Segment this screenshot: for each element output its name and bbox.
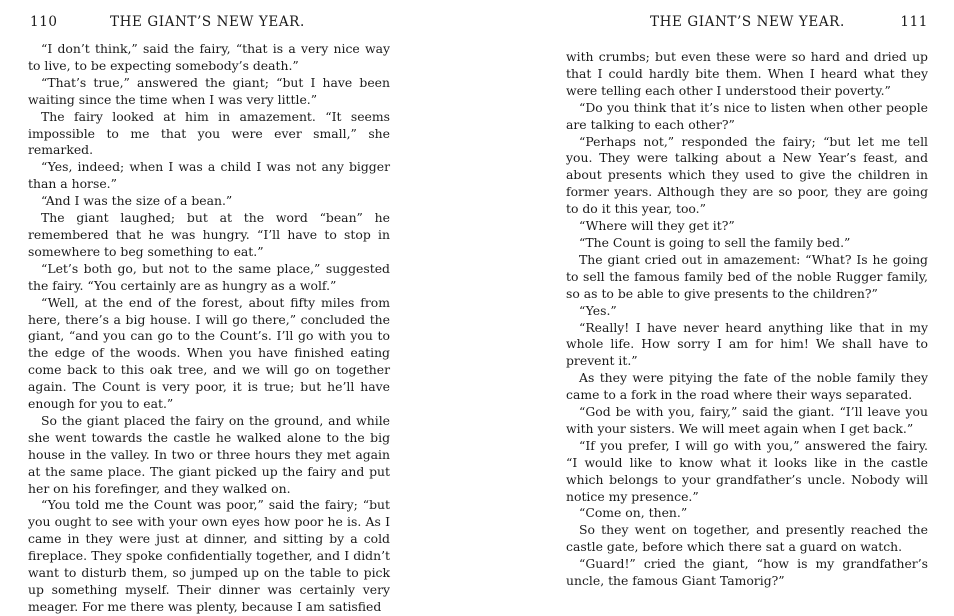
paragraph: “Yes, indeed; when I was a child I was not any bigger than a horse.” — [28, 159, 390, 192]
paragraph: “God be with you, fairy,” said the giant. “I’ll leave you with your sisters. We will meet again when I get back.” — [566, 404, 928, 436]
paragraph: “Let’s both go, but not to the same place,” suggested the fairy. “You certainly are as hungry as a wolf.” — [28, 260, 390, 293]
paragraph: As they were pitying the fate of the noble family they came to a fork in the road where their ways separated. — [566, 370, 928, 403]
paragraph: So they went on together, and presently reached the castle gate, before which there sat a guard on watch. — [566, 522, 928, 555]
paragraph: “Where will they get it?” — [579, 218, 735, 234]
left-running-title: THE GIANT’S NEW YEAR. — [110, 14, 305, 30]
paragraph: “Well, at the end of the forest, about fifty miles from here, there’s a big house. I will go there,” concluded the giant, “and you can go to the Count’s. I’ll go with you to the edge of the woods. When you have finished eating come back to this oak tree, and we will go on together again. The Count is very poor, it is true; but he’ll have enough for you to eat.” — [28, 294, 390, 412]
paragraph: “If you prefer, I will go with you,” answered the fairy. “I would like to know what it looks like in the castle which belongs to your grandfather’s uncle. Nobody will notice my presence.” — [566, 437, 928, 504]
right-running-head — [566, 14, 928, 32]
paragraph: “Come on, then.” — [579, 505, 688, 521]
left-page-number: 110 — [30, 14, 58, 30]
paragraph: “The Count is going to sell the family bed.” — [579, 234, 851, 250]
paragraph: “Guard!” cried the giant, “how is my grandfather’s uncle, the famous Giant Tamorig?” — [566, 556, 928, 589]
paragraph: “You told me the Count was poor,” said the fairy; “but you ought to see with your own eyes how poor he is. As I came in they were just at dinner, and sitting by a cold fireplace. They spoke confidentially together, and I didn’t want to disturb them, so jumped up on the table to pick up something myself. Their dinner was certainly very meager. For me there was plenty, because I am satisfied — [28, 497, 390, 614]
paragraph: “Perhaps not,” responded the fairy; “but let me tell you. They were talking about a New Year’s feast, and about presents which they used to give the children in former years. Although they are so poor, they are going to do it this year, too.” — [566, 133, 928, 217]
paragraph: The giant laughed; but at the word “bean” he remembered that he was hungry. “I’ll have to stop in somewhere to beg something to eat.” — [28, 210, 390, 259]
paragraph: The fairy looked at him in amazement. “It seems impossible to me that you were ever small,” she remarked. — [28, 108, 390, 158]
paragraph: “Really! I have never heard anything like that in my whole life. How sorry I am for him! We shall have to prevent it.” — [566, 319, 928, 369]
paragraph: “That’s true,” answered the giant; “but I have been waiting since the time when I was very little.” — [28, 74, 390, 107]
right-running-title: THE GIANT’S NEW YEAR. — [650, 14, 845, 30]
right-page-number: 111 — [900, 14, 928, 30]
paragraph: So the giant placed the fairy on the ground, and while she went towards the castle he walked alone to the big house in the valley. In two or three hours they met again at the same place. The giant picked up the fairy and put her on his forefinger, and they walked on. — [28, 412, 390, 496]
paragraph: The giant cried out in amazement: “What? Is he going to sell the famous family bed of the noble Rugger family, so as to be able to give presents to the children?” — [566, 251, 928, 301]
paragraph: “Do you think that it’s nice to listen when other people are talking to each other?” — [566, 99, 928, 132]
left-running-head — [28, 14, 390, 32]
paragraph: “And I was the size of a bean.” — [41, 193, 233, 209]
right-page-text — [566, 49, 928, 590]
left-page-text — [28, 41, 390, 616]
paragraph: “I don’t think,” said the fairy, “that is a very nice way to live, to be expecting somebody’s death.” — [28, 41, 390, 73]
continuation-paragraph: with crumbs; but even these were so hard and dried up that I could hardly bite them. When I heard what they were telling each other I understood their poverty.” — [566, 49, 928, 98]
paragraph: “Yes.” — [579, 302, 617, 318]
